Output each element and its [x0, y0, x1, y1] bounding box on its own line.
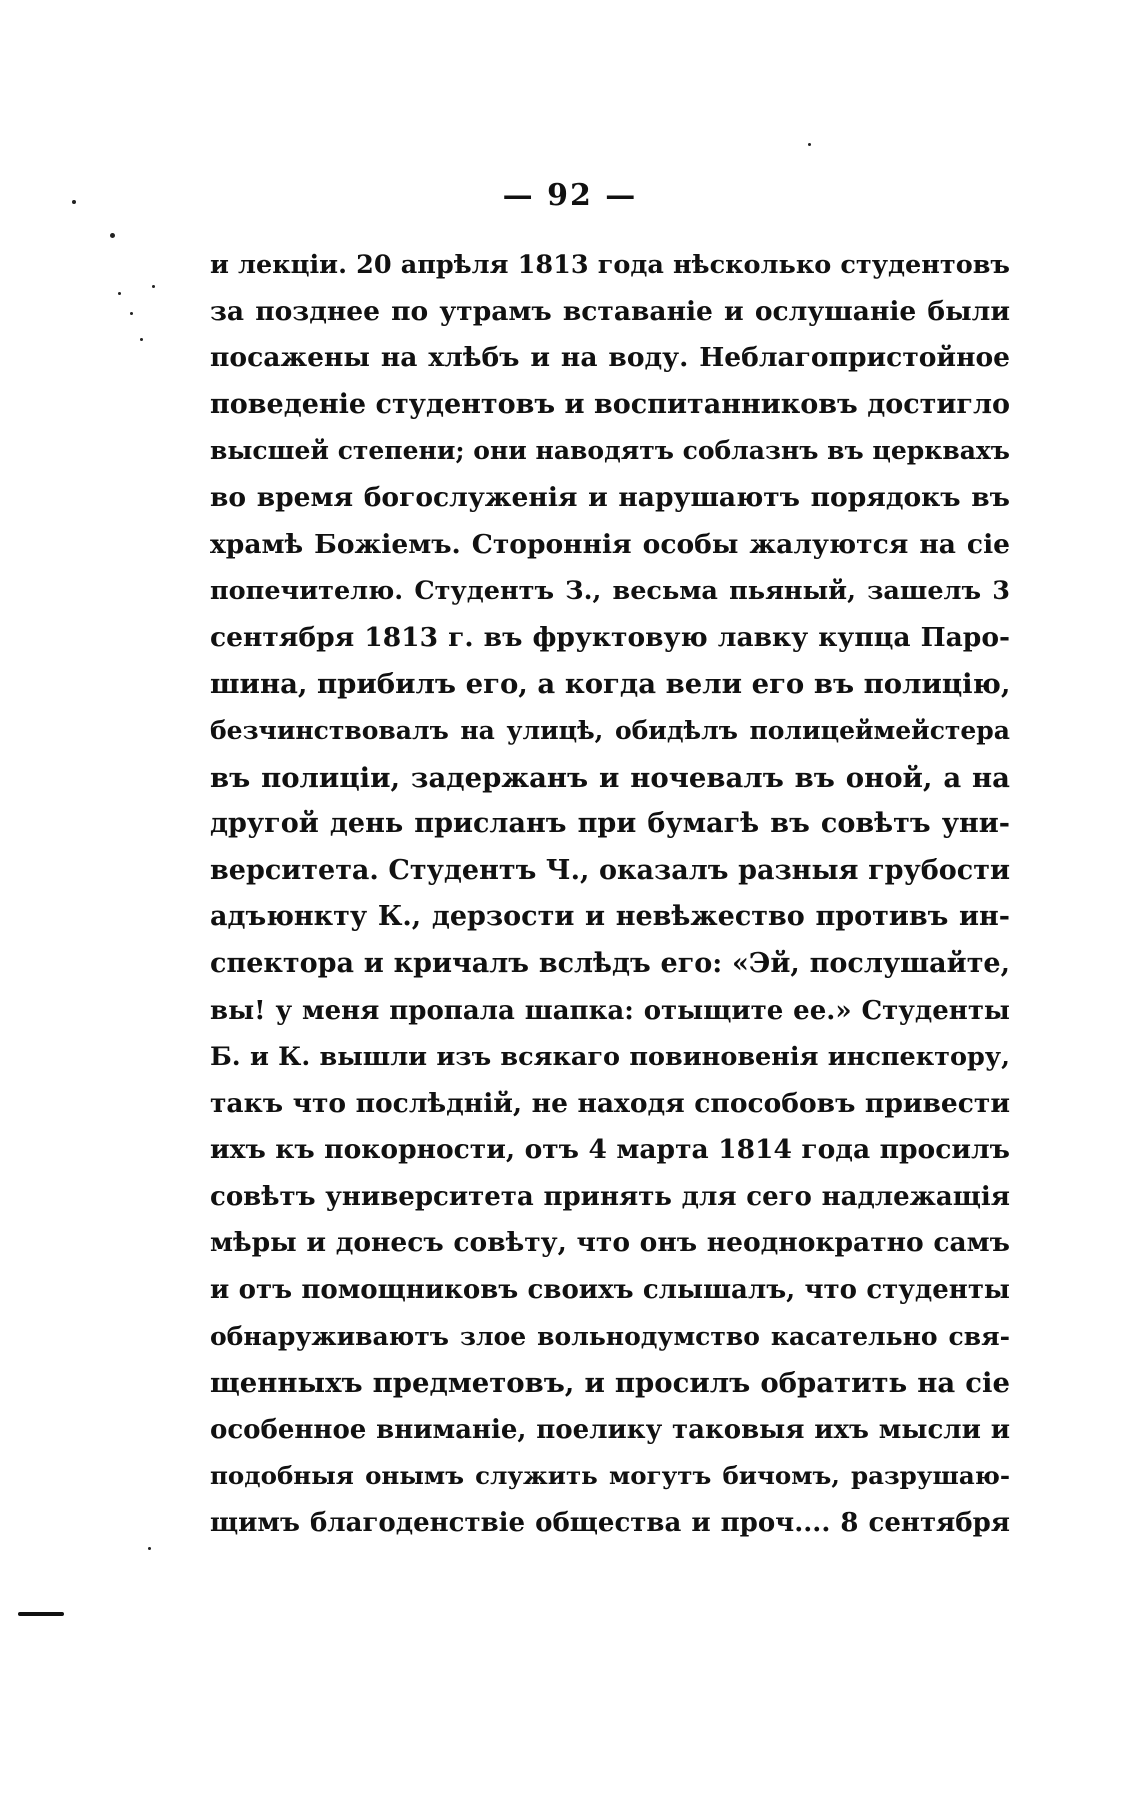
text-line: ихъ къ покорности, отъ 4 марта 1814 года просилъ: [210, 1134, 1010, 1166]
scan-speck: [140, 338, 143, 341]
text-line: и лекціи. 20 апрѣля 1813 года нѣсколько студентовъ: [210, 250, 1010, 280]
text-line: Б. и К. вышли изъ всякаго повиновенія инспектору,: [210, 1042, 1010, 1073]
text-line: поведеніе студентовъ и воспитанниковъ достигло: [210, 388, 1010, 420]
scan-speck: [148, 1547, 151, 1550]
margin-mark: [18, 1612, 64, 1616]
text-line: во время богослуженія и нарушаютъ порядокъ въ: [210, 481, 1010, 513]
text-line: мѣры и донесъ совѣту, что онъ неоднократно самъ: [210, 1227, 1010, 1259]
page-number: — 92 —: [502, 178, 638, 213]
body-text: [210, 242, 1010, 1547]
text-line: въ полиціи, задержанъ и ночевалъ въ оной, а на: [210, 761, 1010, 794]
text-line: сентября 1813 г. въ фруктовую лавку купца Паро-: [210, 621, 1010, 653]
scan-speck: [130, 312, 133, 315]
text-line: другой день присланъ при бумагѣ въ совѣтъ уни-: [210, 808, 1010, 840]
text-line: щимъ благоденствіе общества и проч.... 8 сентября: [210, 1508, 1010, 1539]
text-line: обнаруживаютъ злое вольнодумство касательно свя-: [210, 1321, 1010, 1351]
scan-speck: [110, 233, 115, 238]
text-line: особенное вниманіе, поелику таковыя ихъ мысли и: [210, 1414, 1010, 1445]
text-line: и отъ помощниковъ своихъ слышалъ, что студенты: [210, 1275, 1010, 1306]
text-line: щенныхъ предметовъ, и просилъ обратить на сіе: [210, 1367, 1010, 1400]
text-line: храмѣ Божіемъ. Стороннія особы жалуются на сіе: [210, 528, 1010, 560]
scan-speck: [808, 143, 811, 146]
scan-speck: [152, 285, 155, 288]
text-line: адъюнкту К., дерзости и невѣжество противъ ин-: [210, 901, 1010, 933]
scan-speck: [118, 292, 121, 295]
text-line: за позднее по утрамъ вставаніе и ослушаніе были: [210, 295, 1010, 327]
text-line: спектора и кричалъ вслѣдъ его: «Эй, послушайте,: [210, 947, 1010, 979]
text-line: подобныя онымъ служить могутъ бичомъ, разрушаю-: [210, 1461, 1010, 1491]
text-line: вы! у меня пропала шапка: отыщите ее.» Студенты: [210, 995, 1010, 1026]
scan-speck: [72, 200, 76, 204]
text-line: безчинствовалъ на улицѣ, обидѣлъ полицеймейстера: [210, 715, 1010, 745]
text-line: такъ что послѣдній, не находя способовъ привести: [210, 1087, 1010, 1119]
text-line: высшей степени; они наводятъ соблазнъ въ церквахъ: [210, 436, 1010, 466]
text-line: посажены на хлѣбъ и на воду. Неблагопристойное: [210, 342, 1010, 374]
text-line: совѣтъ университета принять для сего надлежащія: [210, 1181, 1010, 1212]
text-line: шина, прибилъ его, а когда вели его въ полицію,: [210, 668, 1010, 701]
text-line: попечителю. Студентъ З., весьма пьяный, зашелъ 3: [210, 576, 1010, 607]
text-line: верситета. Студентъ Ч., оказалъ разныя грубости: [210, 854, 1010, 886]
